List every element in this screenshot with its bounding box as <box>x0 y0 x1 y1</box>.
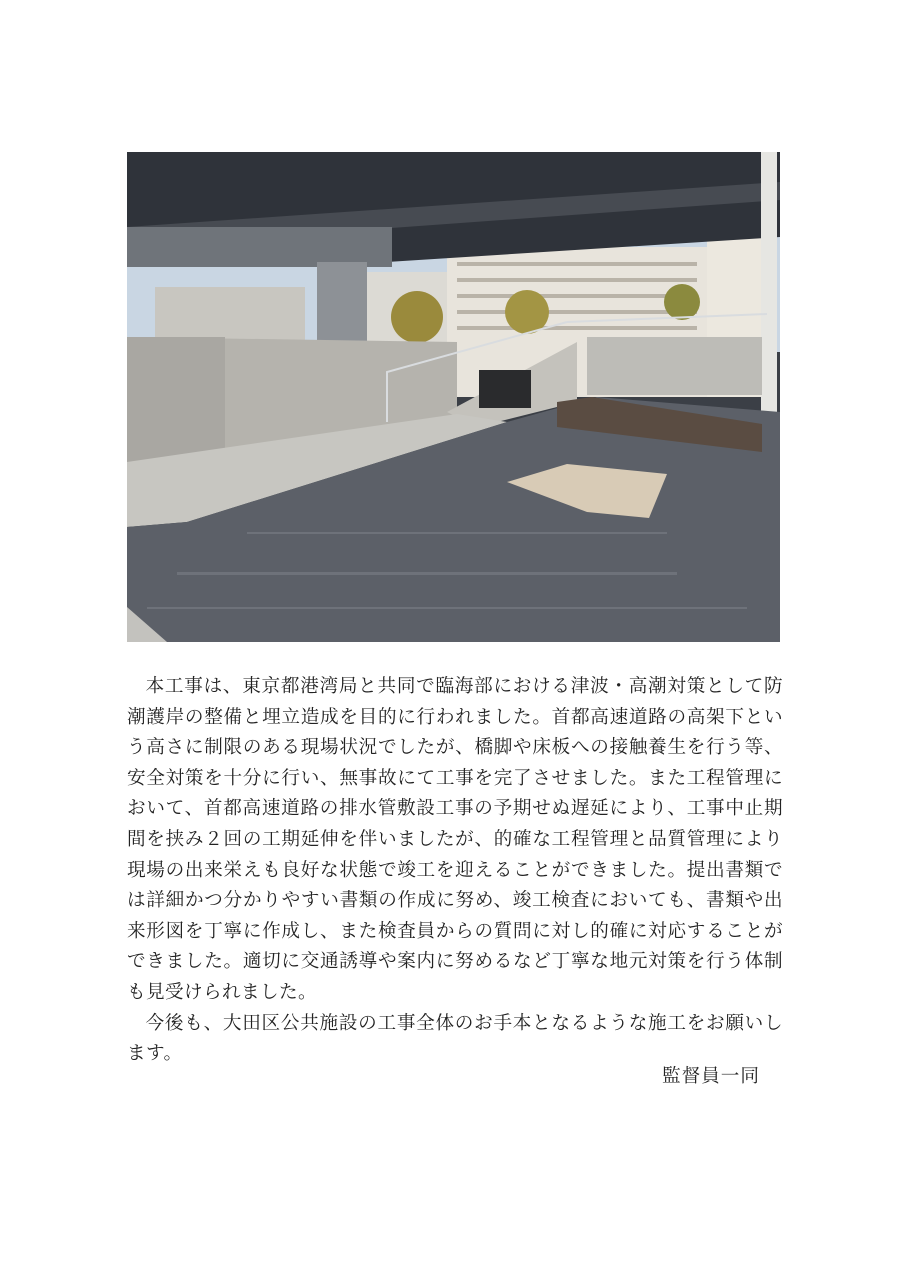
site-photo <box>127 152 780 642</box>
signature: 監督員一同 <box>662 1066 760 1087</box>
paragraph-main: 本工事は、東京都港湾局と共同で臨海部における津波・高潮対策として防潮護岸の整備と埋立造成を目的に行われました。首都高速道路の高架下という高さに制限のある現場状況でしたが、橋脚や床板への接触養生を行う等、安全対策を十分に行い、無事故にて工事を完了させました。また工程管理において、首都高速道路の排水管敷設工事の予期せぬ遅延により、工事中止期間を挟み２回の工期延伸を伴いましたが、的確な工程管理と品質管理により現場の出来栄えも良好な状態で竣工を迎えることができました。提出書類では詳細かつ分かりやすい書類の作成に努め、竣工検査においても、書類や出来形図を丁寧に作成し、また検査員からの質問に対し的確に対応することができました。適切に交通誘導や案内に努めるなど丁寧な地元対策を行う体制も見受けられました。 <box>127 676 783 1003</box>
paragraph-closing: 今後も、大田区公共施設の工事全体のお手本となるような施工をお願いします。 <box>127 1012 783 1065</box>
body-text <box>127 672 783 1070</box>
construction-site-photo-icon <box>127 152 780 642</box>
